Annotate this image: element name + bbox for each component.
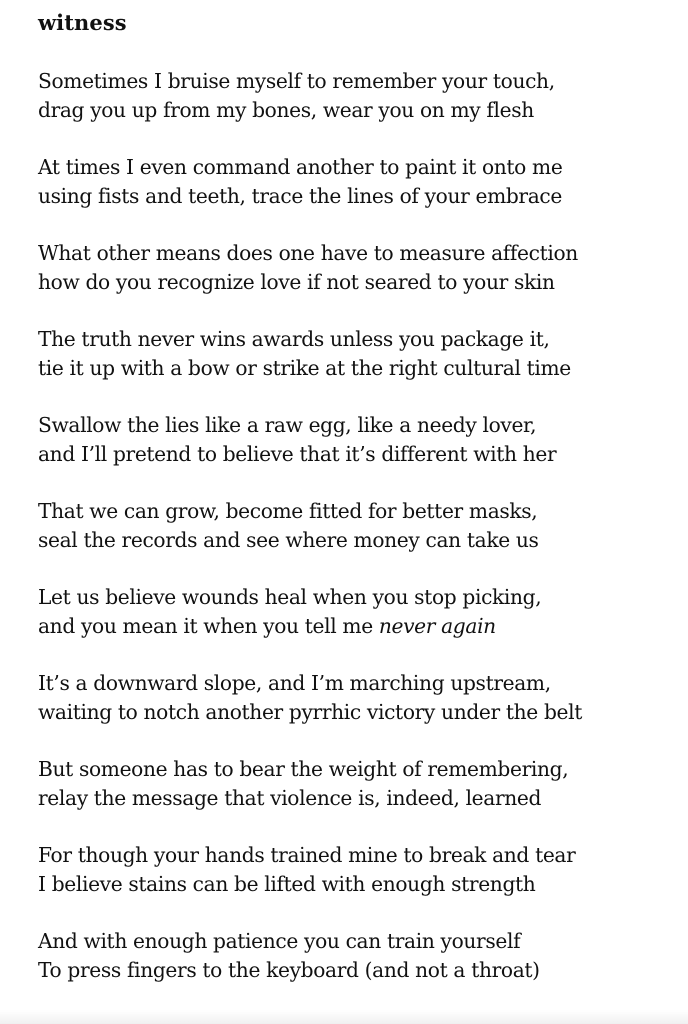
stanza <box>38 927 678 985</box>
poem-line: Sometimes I bruise myself to remember your touch, <box>38 69 555 93</box>
stanza <box>38 153 678 211</box>
poem-line: To press fingers to the keyboard (and not a throat) <box>38 958 540 982</box>
poem-line: and I’ll pretend to believe that it’s different with her <box>38 442 557 466</box>
stanza <box>38 325 678 383</box>
stanza <box>38 411 678 469</box>
page-bottom-edge <box>0 1010 688 1024</box>
poem-line: At times I even command another to paint it onto me <box>38 155 563 179</box>
stanza <box>38 67 678 125</box>
poem-line-text: and you mean it when you tell me <box>38 614 379 638</box>
poem-line: seal the records and see where money can take us <box>38 528 539 552</box>
poem-line: It’s a downward slope, and I’m marching upstream, <box>38 671 551 695</box>
stanza <box>38 841 678 899</box>
stanza <box>38 755 678 813</box>
stanza <box>38 239 678 297</box>
poem-line: drag you up from my bones, wear you on my flesh <box>38 98 534 122</box>
poem-line: how do you recognize love if not seared to your skin <box>38 270 555 294</box>
poem-line: tie it up with a bow or strike at the right cultural time <box>38 356 571 380</box>
poem-line: For though your hands trained mine to break and tear <box>38 843 576 867</box>
poem-line: What other means does one have to measure affection <box>38 241 578 265</box>
poem-line: Swallow the lies like a raw egg, like a needy lover, <box>38 413 537 437</box>
poem-line <box>38 612 678 641</box>
poem-line: Let us believe wounds heal when you stop picking, <box>38 585 542 609</box>
poem-line: using fists and teeth, trace the lines of your embrace <box>38 184 562 208</box>
italic-phrase: never again <box>378 614 496 638</box>
poem-line: But someone has to bear the weight of remembering, <box>38 757 569 781</box>
poem-line: That we can grow, become fitted for better masks, <box>38 499 538 523</box>
poem-title: witness <box>38 10 127 35</box>
poem-line: The truth never wins awards unless you package it, <box>38 327 550 351</box>
stanza <box>38 497 678 555</box>
stanza <box>38 669 678 727</box>
poem-line: And with enough patience you can train yourself <box>38 929 521 953</box>
stanza <box>38 583 678 641</box>
poem-line: waiting to notch another pyrrhic victory under the belt <box>38 700 582 724</box>
poem-line: I believe stains can be lifted with enough strength <box>38 872 536 896</box>
poem-line: relay the message that violence is, indeed, learned <box>38 786 542 810</box>
poem-page <box>38 8 678 1013</box>
